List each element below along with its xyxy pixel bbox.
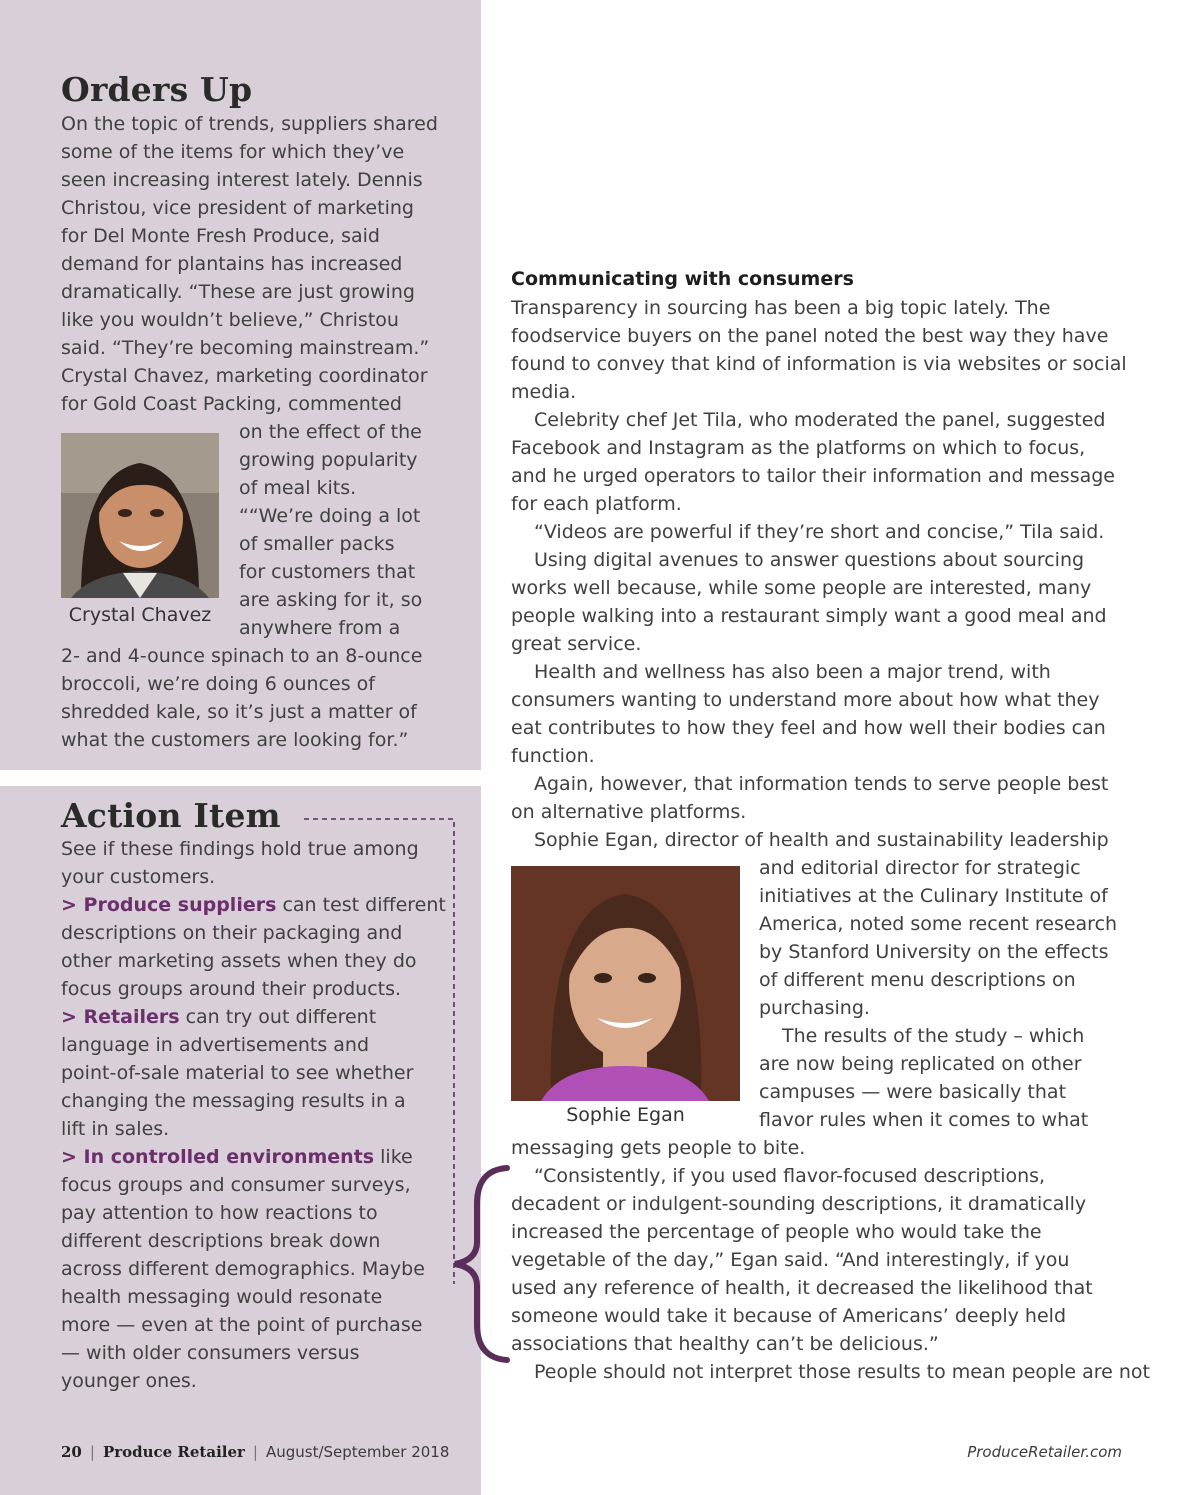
orders-up-heading: Orders Up — [61, 70, 253, 109]
text-line: younger ones. — [61, 1370, 197, 1392]
article-body-wrap — [759, 854, 1117, 1134]
text-line: media. — [511, 381, 577, 403]
text-line: — with older consumers versus — [61, 1342, 360, 1364]
article-subheading: Communicating with consumers — [511, 268, 854, 290]
text-line: language in advertisements and — [61, 1034, 369, 1056]
text-line: The results of the study – which — [782, 1025, 1085, 1047]
text-line: changing the messaging results in a — [61, 1090, 406, 1112]
text-line: 2- and 4-ounce spinach to an 8-ounce — [61, 645, 423, 667]
action-point-2-first-line: > Retailers can try out different — [61, 1006, 377, 1028]
text-line: messaging gets people to bite. — [511, 1137, 806, 1159]
text-line: initiatives at the Culinary Institute of — [759, 885, 1108, 907]
text-line: function. — [511, 745, 595, 767]
text-line: of different menu descriptions on — [759, 969, 1076, 991]
page-number: 20 — [61, 1443, 82, 1461]
text-line: and he urged operators to tailor their information and message — [511, 465, 1116, 487]
sophie-egan-photo — [511, 866, 740, 1101]
text-line: “Videos are powerful if they’re short and concise,” Tila said. — [534, 521, 1105, 543]
text-line: other marketing assets when they do — [61, 950, 417, 972]
text-line: are now being replicated on other — [759, 1053, 1082, 1075]
text-line: used any reference of health, it decreased the likelihood that — [511, 1277, 1093, 1299]
text-line: Health and wellness has also been a major trend, with — [534, 661, 1051, 683]
text-line: are asking for it, so — [239, 589, 423, 611]
text-line: said. “They’re becoming mainstream.” — [61, 337, 430, 359]
text-line: campuses — were basically that — [759, 1081, 1067, 1103]
text-line: dramatically. “These are just growing — [61, 281, 415, 303]
text-line: demand for plantains has increased — [61, 253, 403, 275]
text-line: America, noted some recent research — [759, 913, 1118, 935]
text-line: On the topic of trends, suppliers shared — [61, 113, 438, 135]
text-line: consumers wanting to understand more about how what they — [511, 689, 1100, 711]
text-line: flavor rules when it comes to what — [759, 1109, 1089, 1131]
text-line: vegetable of the day,” Egan said. “And interestingly, if you — [511, 1249, 1070, 1271]
text-line: Facebook and Instagram as the platforms on which to focus, — [511, 437, 1086, 459]
text-line: Using digital avenues to answer questions about sourcing — [534, 549, 1085, 571]
text-line: Christou, vice president of marketing — [61, 197, 414, 219]
text-line: focus groups and consumer surveys, — [61, 1174, 411, 1196]
text-line: for Gold Coast Packing, commented — [61, 393, 402, 415]
text-line: someone would take it because of Americans’ deeply held — [511, 1305, 1067, 1327]
action-point-3-first-line: > In controlled environments like — [61, 1146, 413, 1168]
text-line: Sophie Egan, director of health and sustainability leadership — [534, 829, 1109, 851]
action-item-body — [61, 835, 446, 1395]
text-line: anywhere from a — [239, 617, 401, 639]
website: ProduceRetailer.com — [967, 1443, 1122, 1461]
text-line: lift in sales. — [61, 1118, 170, 1140]
text-line: associations that healthy can’t be delicious.” — [511, 1333, 939, 1355]
action-point-1-first-line: > Produce suppliers can test different — [61, 894, 446, 916]
text-line: for Del Monte Fresh Produce, said — [61, 225, 380, 247]
footer-left: 20 | Produce Retailer | August/September 2018 — [61, 1443, 450, 1461]
text-line: purchasing. — [759, 997, 870, 1019]
action-item-heading: Action Item — [61, 796, 281, 835]
text-line: found to convey that kind of information is via websites or social — [511, 353, 1127, 375]
text-line: foodservice buyers on the panel noted the best way they have — [511, 325, 1109, 347]
text-line: works well because, while some people are interested, many — [511, 577, 1092, 599]
orders-up-body-top — [61, 110, 438, 418]
text-line: some of the items for which they’ve — [61, 141, 405, 163]
text-line: people walking into a restaurant simply want a good meal and — [511, 605, 1107, 627]
orders-up-body-bottom — [61, 642, 422, 754]
text-line: focus groups around their products. — [61, 978, 402, 1000]
action-point-3-label: > In controlled environments — [61, 1146, 375, 1168]
text-line: descriptions on their packaging and — [61, 922, 403, 944]
action-point-1-label: > Produce suppliers — [61, 894, 277, 916]
orders-up-box — [0, 0, 481, 770]
text-line: for customers that — [239, 561, 416, 583]
text-line: seen increasing interest lately. Dennis — [61, 169, 423, 191]
text-line: of meal kits. — [239, 477, 357, 499]
text-line: pay attention to how reactions to — [61, 1202, 378, 1224]
text-line: Crystal Chavez, marketing coordinator — [61, 365, 428, 387]
text-line: “Consistently, if you used flavor-focused descriptions, — [534, 1165, 1046, 1187]
curly-bracket — [449, 1164, 511, 1364]
text-line: Again, however, that information tends to serve people best — [534, 773, 1109, 795]
text-line: and editorial director for strategic — [759, 857, 1081, 879]
text-line: by Stanford University on the effects — [759, 941, 1109, 963]
text-line: on the effect of the — [239, 421, 422, 443]
text-line: Celebrity chef Jet Tila, who moderated the panel, suggested — [534, 409, 1106, 431]
action-intro-line-1: See if these findings hold true among — [61, 838, 419, 860]
text-line: across different demographics. Maybe — [61, 1258, 425, 1280]
action-intro-line-2: your customers. — [61, 866, 216, 888]
text-line: growing popularity — [239, 449, 418, 471]
text-line: different descriptions break down — [61, 1230, 381, 1252]
text-line: more — even at the point of purchase — [61, 1314, 423, 1336]
text-line: ““We’re doing a lot — [239, 505, 421, 527]
text-line: Transparency in sourcing has been a big topic lately. The — [511, 297, 1051, 319]
text-line: great service. — [511, 633, 642, 655]
text-line: for each platform. — [511, 493, 682, 515]
action-item-box — [0, 786, 481, 1495]
text-line: shredded kale, so it’s just a matter of — [61, 701, 417, 723]
action-point-2-label: > Retailers — [61, 1006, 180, 1028]
text-line: increased the percentage of people who would take the — [511, 1221, 1042, 1243]
text-line: on alternative platforms. — [511, 801, 747, 823]
text-line: point-of-sale material to see whether — [61, 1062, 414, 1084]
publication-name: Produce Retailer — [102, 1443, 245, 1461]
text-line: of smaller packs — [239, 533, 395, 555]
text-line: People should not interpret those results to mean people are not — [534, 1361, 1151, 1383]
article-body-top — [511, 294, 1127, 854]
crystal-chavez-photo — [61, 433, 219, 598]
orders-up-body-wrap — [239, 418, 422, 642]
crystal-chavez-caption: Crystal Chavez — [68, 604, 212, 626]
text-line: decadent or indulgent-sounding descriptions, it dramatically — [511, 1193, 1087, 1215]
text-line: broccoli, we’re doing 6 ounces of — [61, 673, 375, 695]
text-line: like you wouldn’t believe,” Christou — [61, 309, 399, 331]
article-body-bottom — [511, 1134, 1150, 1386]
text-line: what the customers are looking for.” — [61, 729, 409, 751]
text-line: eat contributes to how they feel and how well their bodies can — [511, 717, 1106, 739]
issue-date: August/September 2018 — [265, 1443, 450, 1461]
text-line: health messaging would resonate — [61, 1286, 383, 1308]
sophie-egan-caption: Sophie Egan — [566, 1104, 685, 1126]
